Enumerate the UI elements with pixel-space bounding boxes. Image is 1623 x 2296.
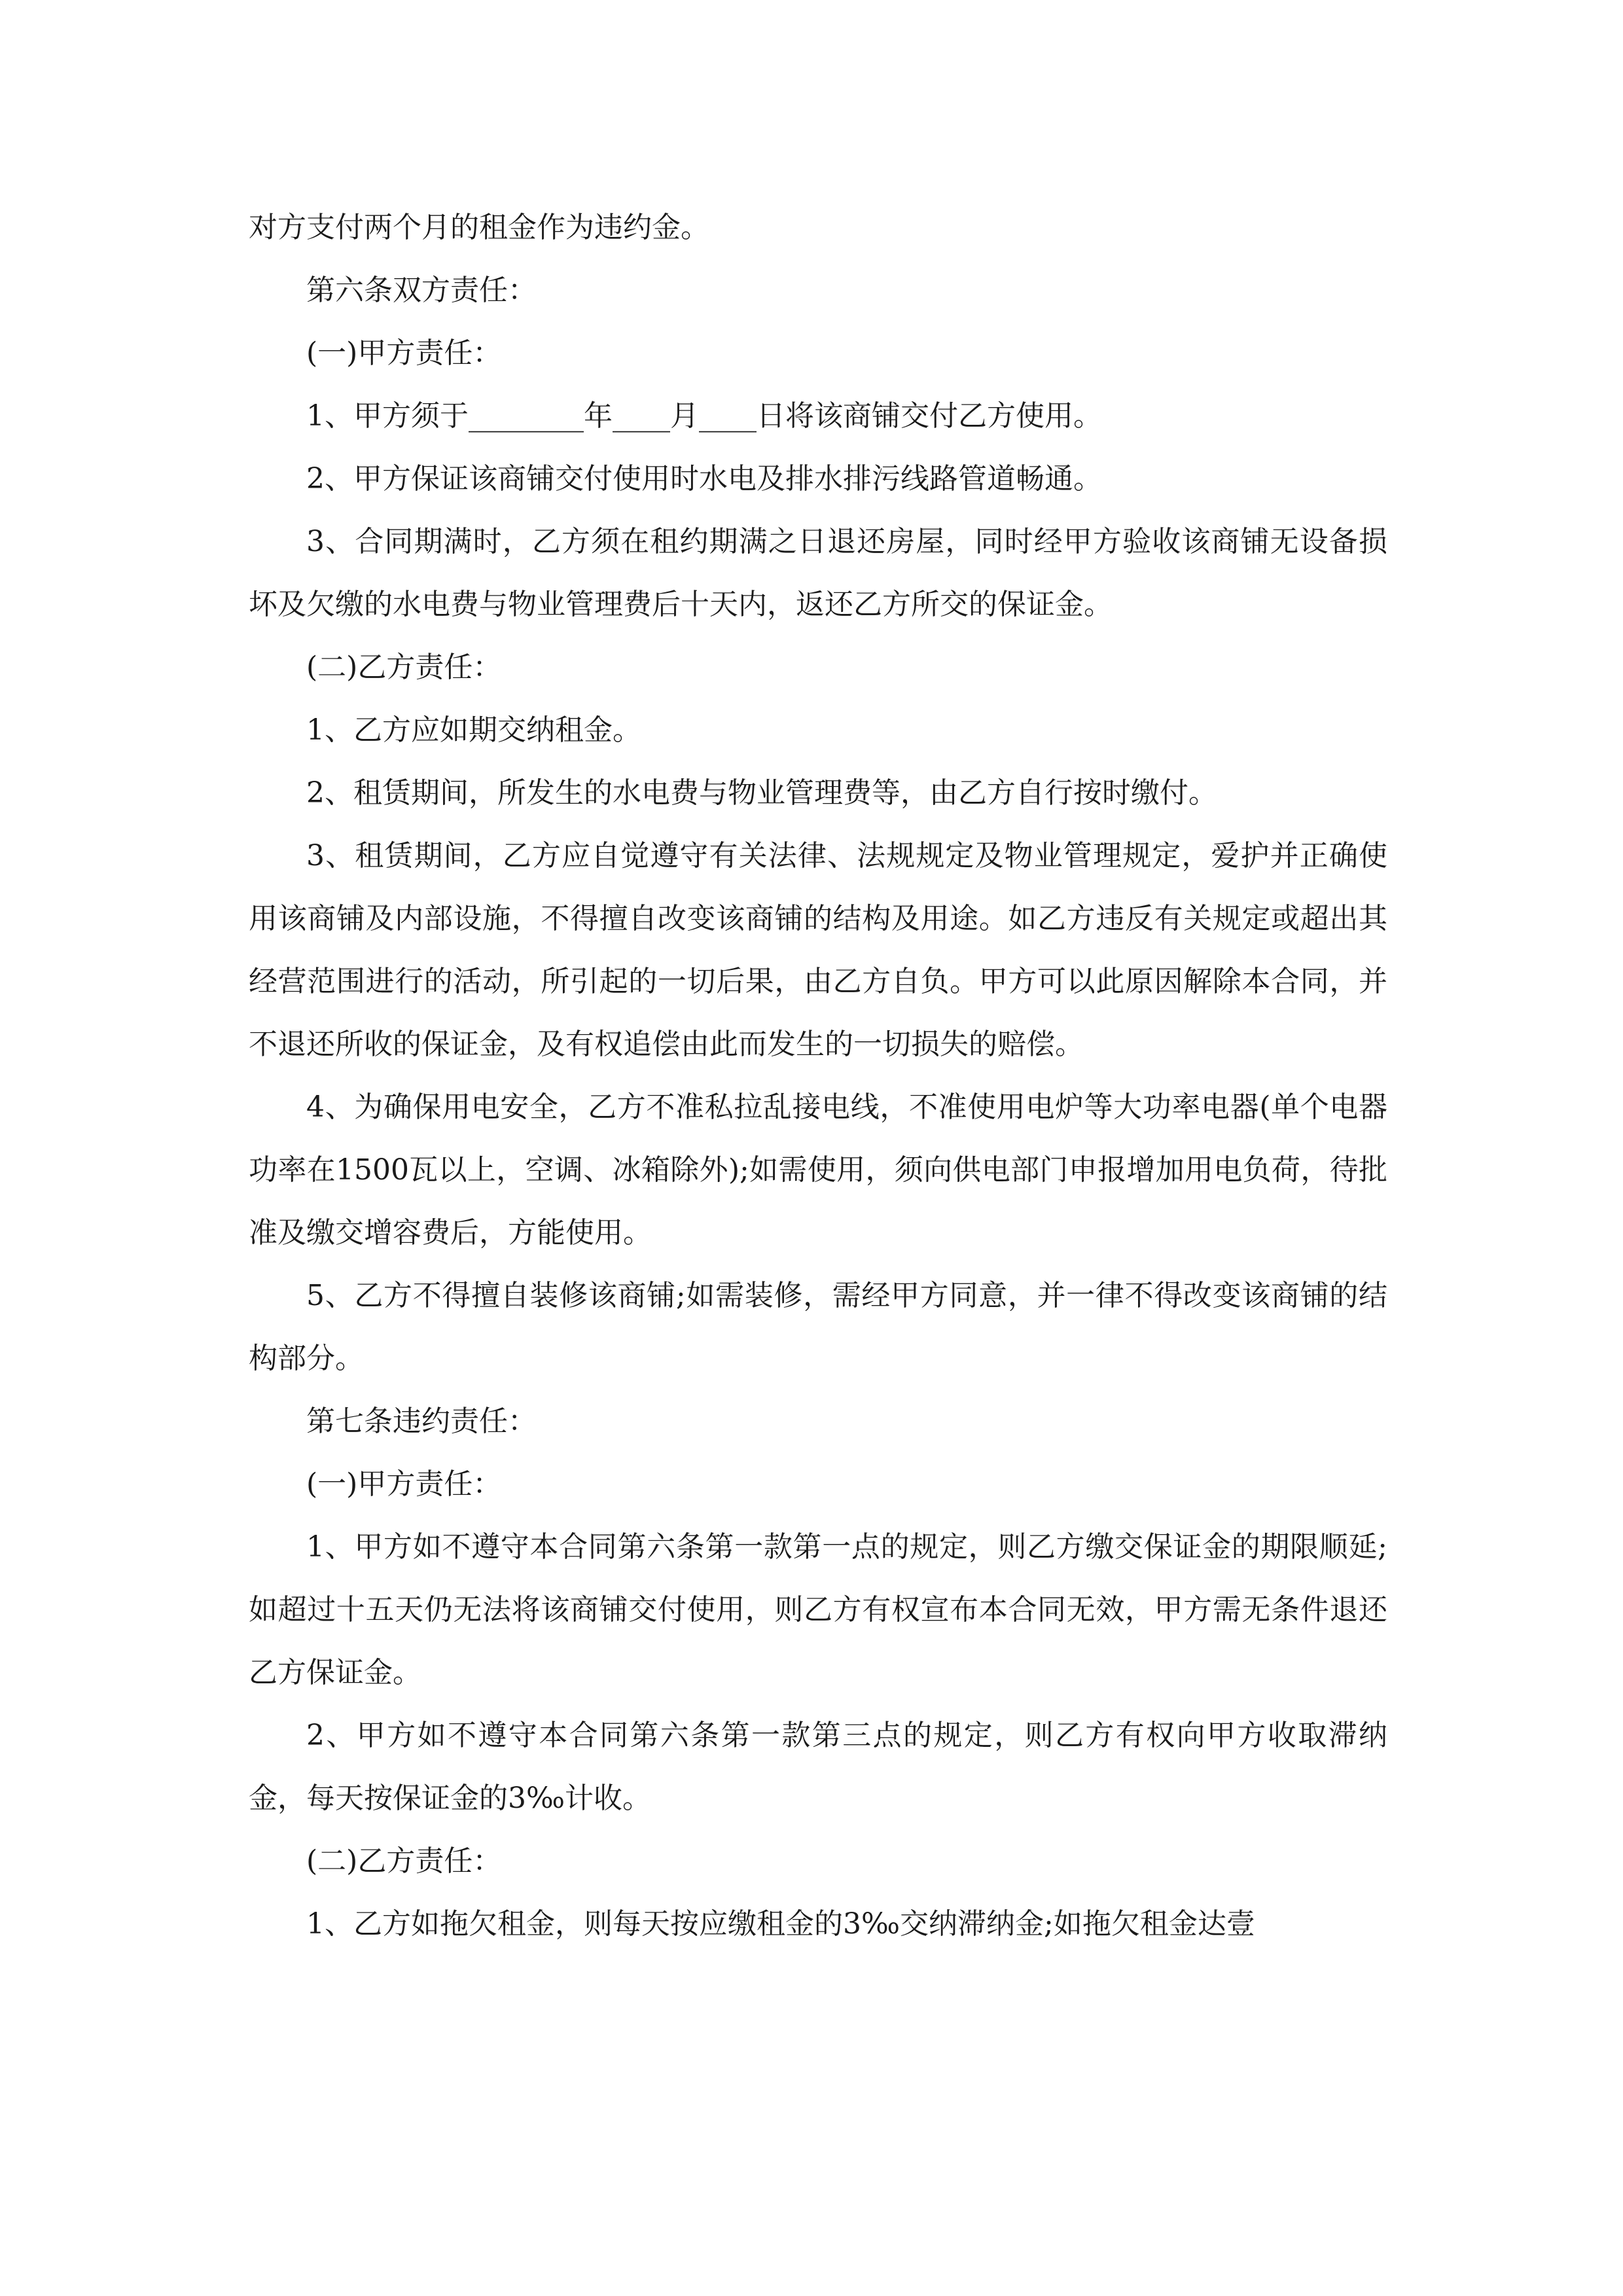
paragraph: 对方支付两个月的租金作为违约金。	[249, 211, 709, 244]
paragraph: 1、乙方如拖欠租金，则每天按应缴租金的3‰交纳滞纳金;如拖欠租金达壹	[306, 1907, 1255, 1941]
paragraph: 1、甲方如不遵守本合同第六条第一款第一点的规定，则乙方缴交保证金的期限顺延;如超过十五天仍无法将该商铺交付使用，则乙方有权宣布本合同无效，甲方需无条件退还乙方保证金。	[249, 1530, 1387, 1689]
paragraph: 5、乙方不得擅自装修该商铺;如需装修，需经甲方同意，并一律不得改变该商铺的结构部分。	[249, 1279, 1387, 1375]
document-body	[249, 196, 1387, 1956]
article-heading: 第六条双方责任：	[306, 274, 537, 307]
section-heading: (一)甲方责任：	[306, 1467, 502, 1501]
paragraph: 4、为确保用电安全，乙方不准私拉乱接电线，不准使用电炉等大功率电器(单个电器功率在1500瓦以上，空调、冰箱除外);如需使用，须向供电部门申报增加用电负荷，待批准及缴交增容费后，方能使用。	[249, 1090, 1387, 1249]
section-heading: (一)甲方责任：	[306, 336, 502, 370]
paragraph: 1、甲方须于________年____月____日将该商铺交付乙方使用。	[306, 399, 1102, 433]
paragraph: 2、租赁期间，所发生的水电费与物业管理费等，由乙方自行按时缴付。	[306, 776, 1217, 810]
article-heading: 第七条违约责任：	[306, 1405, 537, 1438]
paragraph: 1、乙方应如期交纳租金。	[306, 713, 641, 747]
paragraph: 3、合同期满时，乙方须在租约期满之日退还房屋，同时经甲方验收该商铺无设备损坏及欠缴的水电费与物业管理费后十天内，返还乙方所交的保证金。	[249, 525, 1387, 621]
section-heading: (二)乙方责任：	[306, 1844, 502, 1878]
paragraph: 3、租赁期间，乙方应自觉遵守有关法律、法规规定及物业管理规定，爱护并正确使用该商铺及内部设施，不得擅自改变该商铺的结构及用途。如乙方违反有关规定或超出其经营范围进行的活动，所引起的一切后果，由乙方自负。甲方可以此原因解除本合同，并不退还所收的保证金，及有权追偿由此而发生的一切损失的赔偿。	[249, 839, 1387, 1061]
paragraph: 2、甲方保证该商铺交付使用时水电及排水排污线路管道畅通。	[306, 462, 1102, 495]
section-heading: (二)乙方责任：	[306, 651, 502, 684]
paragraph: 2、甲方如不遵守本合同第六条第一款第三点的规定，则乙方有权向甲方收取滞纳金，每天按保证金的3‰计收。	[249, 1719, 1387, 1815]
